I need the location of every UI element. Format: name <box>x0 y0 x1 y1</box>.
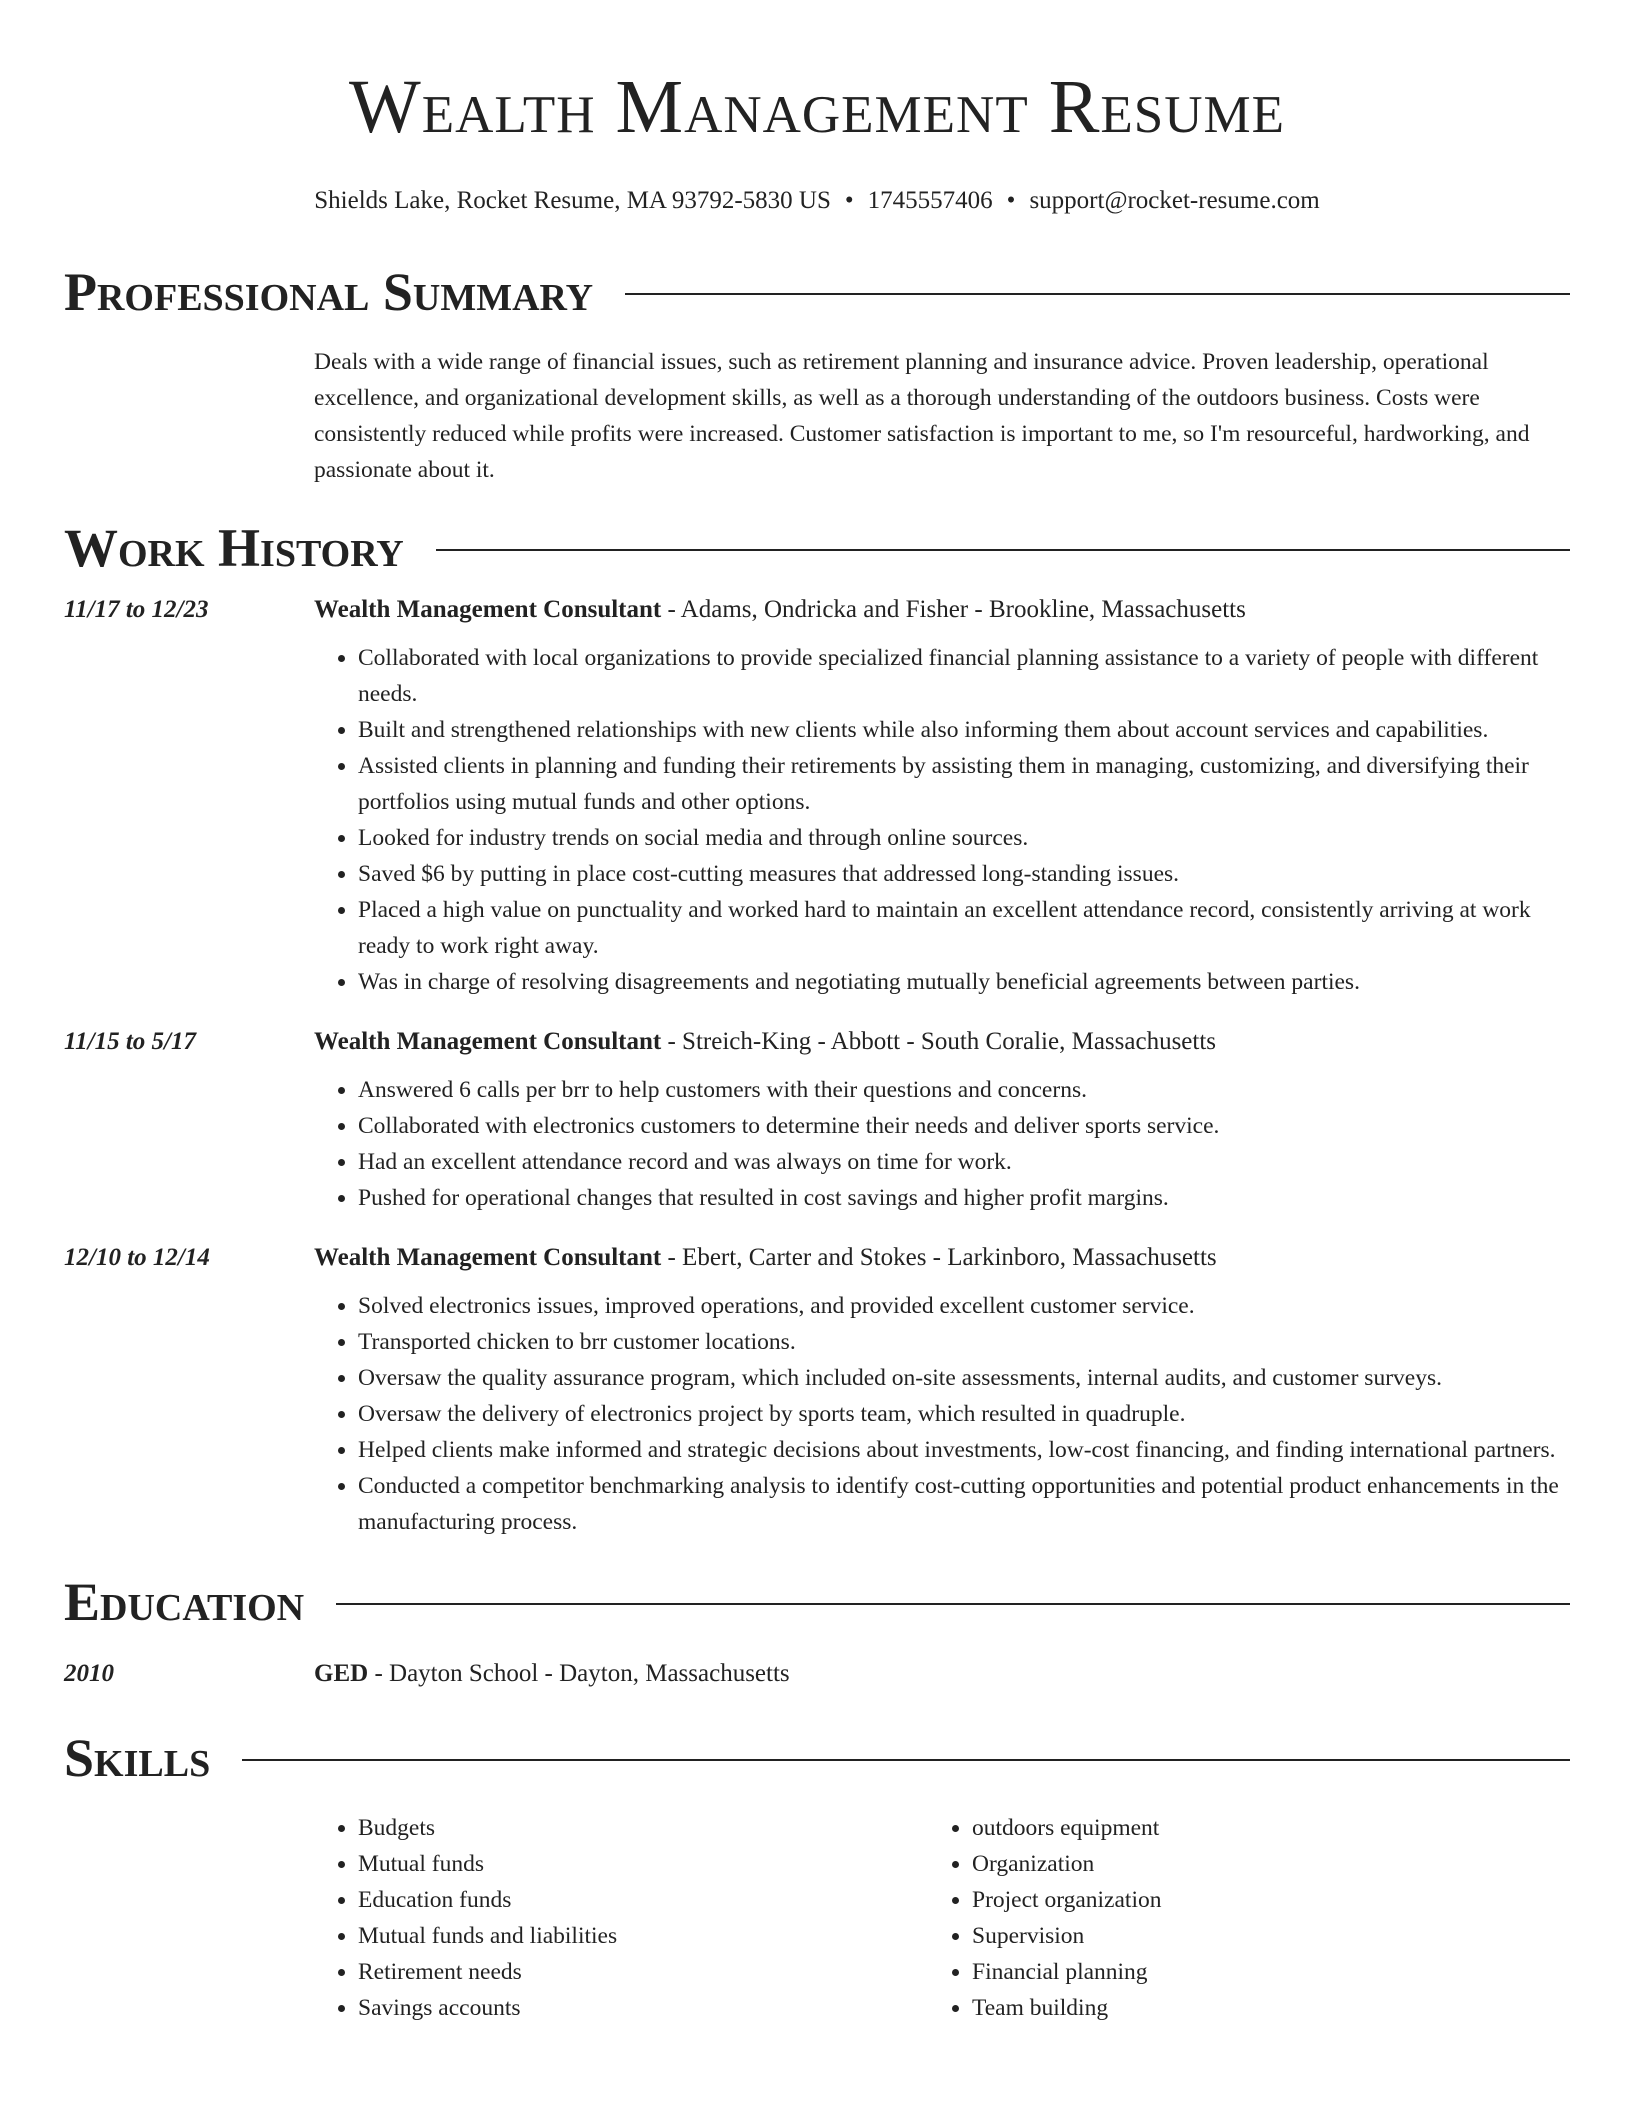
skill-item: • Retirement needs <box>358 1954 928 1990</box>
skill-item: • Savings accounts <box>358 1990 928 2026</box>
contact-address: Shields Lake, Rocket Resume, MA 93792-5830 US <box>314 187 831 214</box>
section-divider <box>242 1759 1570 1761</box>
job-bullet: • Had an excellent attendance record and was always on time for work. <box>358 1144 1570 1180</box>
job-bullets <box>314 640 1570 1000</box>
job-bullet: • Placed a high value on punctuality and worked hard to maintain an excellent attendance record, consistently arriving at work ready to work right away. <box>358 892 1570 964</box>
job-bullet: • Transported chicken to brr customer locations. <box>358 1324 1570 1360</box>
job-body <box>314 594 1570 1000</box>
job-entry <box>64 594 1570 1000</box>
section-divider <box>436 549 1570 551</box>
contact-email: support@rocket-resume.com <box>1029 187 1320 214</box>
skill-item: • Budgets <box>358 1810 928 1846</box>
job-bullet: • Collaborated with local organizations to provide specialized financial planning assistance to a variety of people with different needs. <box>358 640 1570 712</box>
job-bullet: • Was in charge of resolving disagreements and negotiating mutually beneficial agreements between parties. <box>358 964 1570 1000</box>
education-entry <box>64 1658 1570 1690</box>
section-heading: Work History <box>64 518 404 578</box>
skill-item: • Team building <box>972 1990 1542 2026</box>
education-details: - Dayton School - Dayton, Massachusetts <box>368 1660 790 1687</box>
skill-item: • Project organization <box>972 1882 1542 1918</box>
job-bullet: • Answered 6 calls per brr to help customers with their questions and concerns. <box>358 1072 1570 1108</box>
job-title: Wealth Management Consultant <box>314 1244 662 1271</box>
job-bullet: • Saved $6 by putting in place cost-cutting measures that addressed long-standing issues. <box>358 856 1570 892</box>
job-bullet: • Looked for industry trends on social media and through online sources. <box>358 820 1570 856</box>
skill-item: • Education funds <box>358 1882 928 1918</box>
skill-item: • Supervision <box>972 1918 1542 1954</box>
contact-separator: • <box>844 187 854 214</box>
job-bullets <box>314 1072 1570 1216</box>
job-head <box>314 1242 1570 1274</box>
job-body <box>314 1026 1570 1216</box>
job-bullet: • Collaborated with electronics customers to determine their needs and deliver sports service. <box>358 1108 1570 1144</box>
section-divider <box>336 1603 1570 1605</box>
skill-item: • Mutual funds <box>358 1846 928 1882</box>
resume-name: Wealth Management Resume <box>348 65 1286 149</box>
job-list <box>64 594 1570 1540</box>
job-head <box>314 1026 1570 1058</box>
job-head <box>314 594 1570 626</box>
job-entry <box>64 1242 1570 1540</box>
job-bullet: • Pushed for operational changes that resulted in cost savings and higher profit margins. <box>358 1180 1570 1216</box>
section-education <box>64 1570 1570 1634</box>
skills-columns <box>314 1810 1570 2026</box>
section-heading: Skills <box>64 1728 211 1788</box>
job-bullet: • Conducted a competitor benchmarking analysis to identify cost-cutting opportunities and potential product enhancements in the manufacturing process. <box>358 1468 1570 1540</box>
section-skills <box>64 1726 1570 1790</box>
job-bullet: • Built and strengthened relationships with new clients while also informing them about account services and capabilities. <box>358 712 1570 748</box>
skills-list-right <box>928 1810 1542 2026</box>
section-professional-summary <box>64 260 1570 324</box>
job-entry <box>64 1026 1570 1216</box>
skill-item: • Financial planning <box>972 1954 1542 1990</box>
education-year: 2010 <box>64 1660 114 1687</box>
section-work-history <box>64 516 1570 580</box>
job-dates: 11/15 to 5/17 <box>64 1028 196 1055</box>
skill-item: • outdoors equipment <box>972 1810 1542 1846</box>
section-heading: Professional Summary <box>64 262 594 322</box>
job-bullets <box>314 1288 1570 1540</box>
contact-phone: 1745557406 <box>867 187 993 214</box>
contact-line <box>64 186 1570 216</box>
education-degree: GED <box>314 1660 369 1687</box>
section-divider <box>625 293 1570 295</box>
section-heading: Education <box>64 1572 305 1632</box>
job-bullet: • Oversaw the quality assurance program, which included on-site assessments, internal audits, and customer surveys. <box>358 1360 1570 1396</box>
job-bullet: • Oversaw the delivery of electronics project by sports team, which resulted in quadruple. <box>358 1396 1570 1432</box>
job-dates: 11/17 to 12/23 <box>64 596 209 623</box>
job-bullet: • Solved electronics issues, improved operations, and provided excellent customer service. <box>358 1288 1570 1324</box>
job-title: Wealth Management Consultant <box>314 1028 662 1055</box>
job-dates: 12/10 to 12/14 <box>64 1244 210 1271</box>
job-details: - Ebert, Carter and Stokes - Larkinboro, Massachusetts <box>661 1244 1217 1271</box>
education-head <box>314 1658 790 1690</box>
skill-item: • Organization <box>972 1846 1542 1882</box>
job-title: Wealth Management Consultant <box>314 596 662 623</box>
job-details: - Streich-King - Abbott - South Coralie, Massachusetts <box>661 1028 1217 1055</box>
job-details: - Adams, Ondricka and Fisher - Brookline, Massachusetts <box>661 596 1246 623</box>
contact-separator: • <box>1006 187 1016 214</box>
skill-item: • Mutual funds and liabilities <box>358 1918 928 1954</box>
job-bullet: • Assisted clients in planning and funding their retirements by assisting them in managing, customizing, and diversifying their portfolios using mutual funds and other options. <box>358 748 1570 820</box>
summary-text: Deals with a wide range of financial issues, such as retirement planning and insurance advice. Proven leadership, operational excellence, and organizational development skills, as well as a thorough understanding of the outdoors business. Costs were consistently reduced while profits were increased. Customer satisfaction is important to me, so I'm resourceful, hardworking, and passionate about it. <box>314 349 1530 483</box>
job-body <box>314 1242 1570 1540</box>
skills-list-left <box>314 1810 928 2026</box>
job-bullet: • Helped clients make informed and strategic decisions about investments, low-cost financing, and finding international partners. <box>358 1432 1570 1468</box>
